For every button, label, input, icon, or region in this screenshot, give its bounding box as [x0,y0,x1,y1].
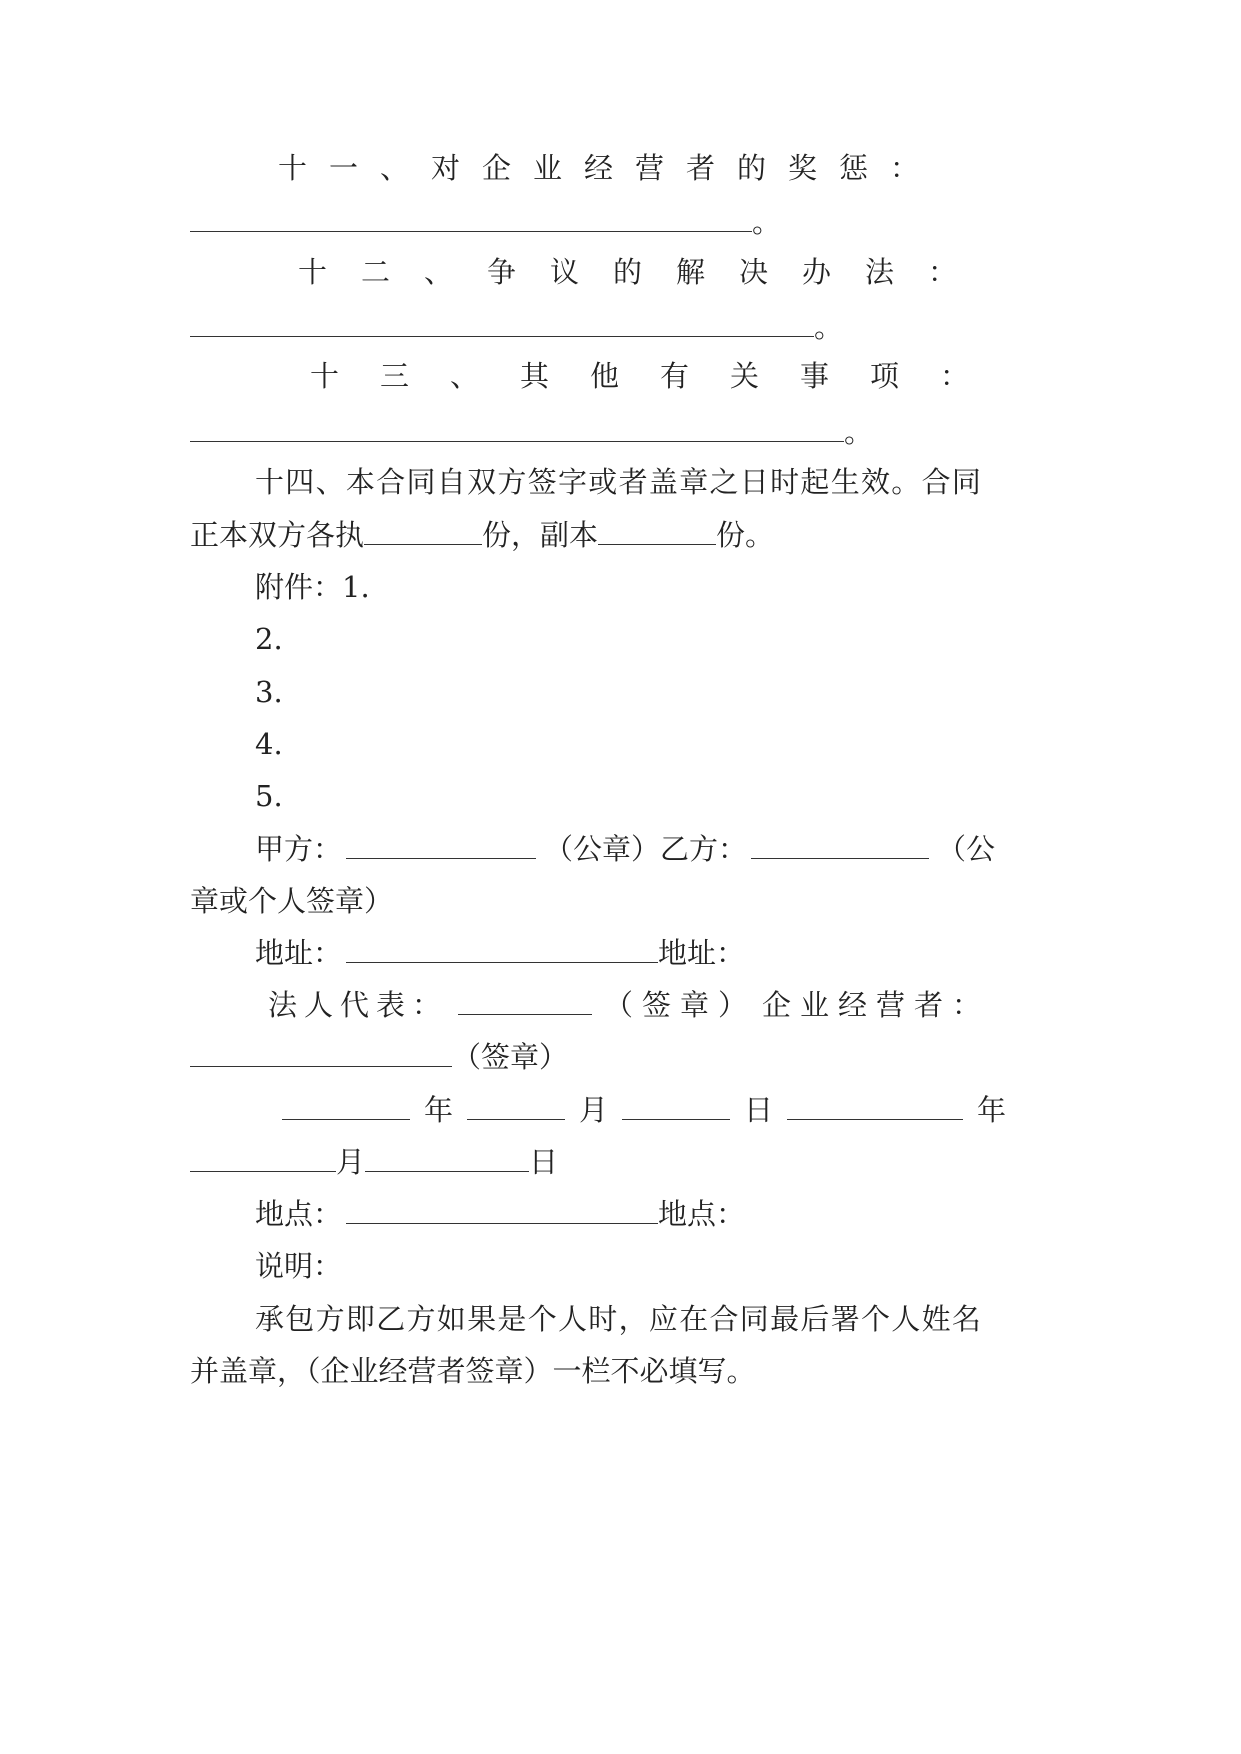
section-13-period: 。 [844,415,874,449]
legal-rep-blank[interactable] [458,992,592,1015]
attachment-item-5: 5. [255,779,283,813]
date-line-1 [282,1090,1050,1130]
party-b-blank[interactable] [751,836,929,859]
section-11-fill-line [190,202,1050,242]
date-a-month: 月 [579,1093,609,1127]
operator-seal: （签章） [452,1040,569,1074]
party-b-seal-b: 章或个人签章） [190,884,394,918]
section-11-blank[interactable] [190,209,752,232]
section-14-text-2a: 正本双方各执 [190,518,365,552]
party-a-label: 甲方： [255,832,343,866]
legal-rep-line [268,985,1050,1025]
place-a-label: 地点： [255,1197,343,1231]
party-b-seal-a: （公 [937,832,996,866]
date-a-day-blank[interactable] [622,1097,730,1120]
date-b-year-blank[interactable] [787,1097,963,1120]
legal-rep-seal: （签章） [604,988,757,1022]
place-b-label: 地点： [658,1197,746,1231]
attachment-item-2: 2. [255,622,283,656]
date-a-day: 日 [744,1093,774,1127]
date-line-2 [190,1142,1050,1182]
attachment-item-3: 3. [255,675,283,709]
section-12-blank[interactable] [190,314,814,337]
address-a-blank[interactable] [346,940,658,963]
section-13-blank[interactable] [190,419,844,442]
operator-line-2 [190,1037,1050,1077]
date-b-year: 年 [977,1093,1007,1127]
date-a-year-blank[interactable] [282,1097,410,1120]
section-13-fill-line [190,412,1050,452]
place-line [255,1194,1050,1234]
party-a-seal: （公章） [544,832,661,866]
legal-rep-label: 法人代表： [268,988,449,1022]
section-13-label: 十三、其他有关事项： [310,359,1011,393]
place-a-blank[interactable] [346,1201,658,1224]
parties-line-2 [190,881,1050,921]
section-14-text-2b: 份，副本 [482,518,599,552]
address-line [255,933,1050,973]
section-12-label: 十二、争议的解决办法： [298,255,992,289]
date-b-day-blank[interactable] [365,1149,529,1172]
section-14-text-2c: 份。 [716,518,775,552]
section-13-heading [310,356,1050,396]
duplicate-copies-blank[interactable] [598,522,716,545]
attachment-line-1 [255,567,1050,607]
date-b-month-blank[interactable] [190,1149,336,1172]
note-label: 说明： [255,1249,343,1283]
party-b-label: 乙方： [660,832,748,866]
note-line-2: 并盖章，（企业经营者签章）一栏不必填写。 [190,1354,756,1388]
parties-line [255,829,1050,869]
note-line-1: 承包方即乙方如果是个人时，应在合同最后署个人姓名 [255,1302,983,1336]
section-11-heading [278,148,1050,188]
date-a-month-blank[interactable] [467,1097,565,1120]
operator-label: 企业经营者： [762,988,991,1022]
date-b-month: 月 [336,1145,366,1179]
party-a-blank[interactable] [346,836,536,859]
section-14-line-1 [255,462,1050,502]
date-b-day: 日 [529,1145,559,1179]
attachment-label: 附件： [255,570,343,604]
section-11-label: 十一、对企业经营者的奖惩： [278,151,942,185]
section-12-heading [298,252,1050,292]
section-12-period: 。 [814,310,844,344]
date-a-year: 年 [424,1093,454,1127]
address-b-label: 地址： [658,936,746,970]
attachment-item-1: 1. [342,570,370,604]
section-12-fill-line [190,307,1050,347]
attachment-item-4: 4. [255,727,283,761]
section-11-period: 。 [752,205,782,239]
section-14-text-1: 十四、本合同自双方签字或者盖章之日时起生效。合同 [255,465,983,499]
section-14-line-2 [190,515,1050,555]
original-copies-blank[interactable] [364,522,482,545]
address-a-label: 地址： [255,936,343,970]
operator-blank[interactable] [190,1044,452,1067]
